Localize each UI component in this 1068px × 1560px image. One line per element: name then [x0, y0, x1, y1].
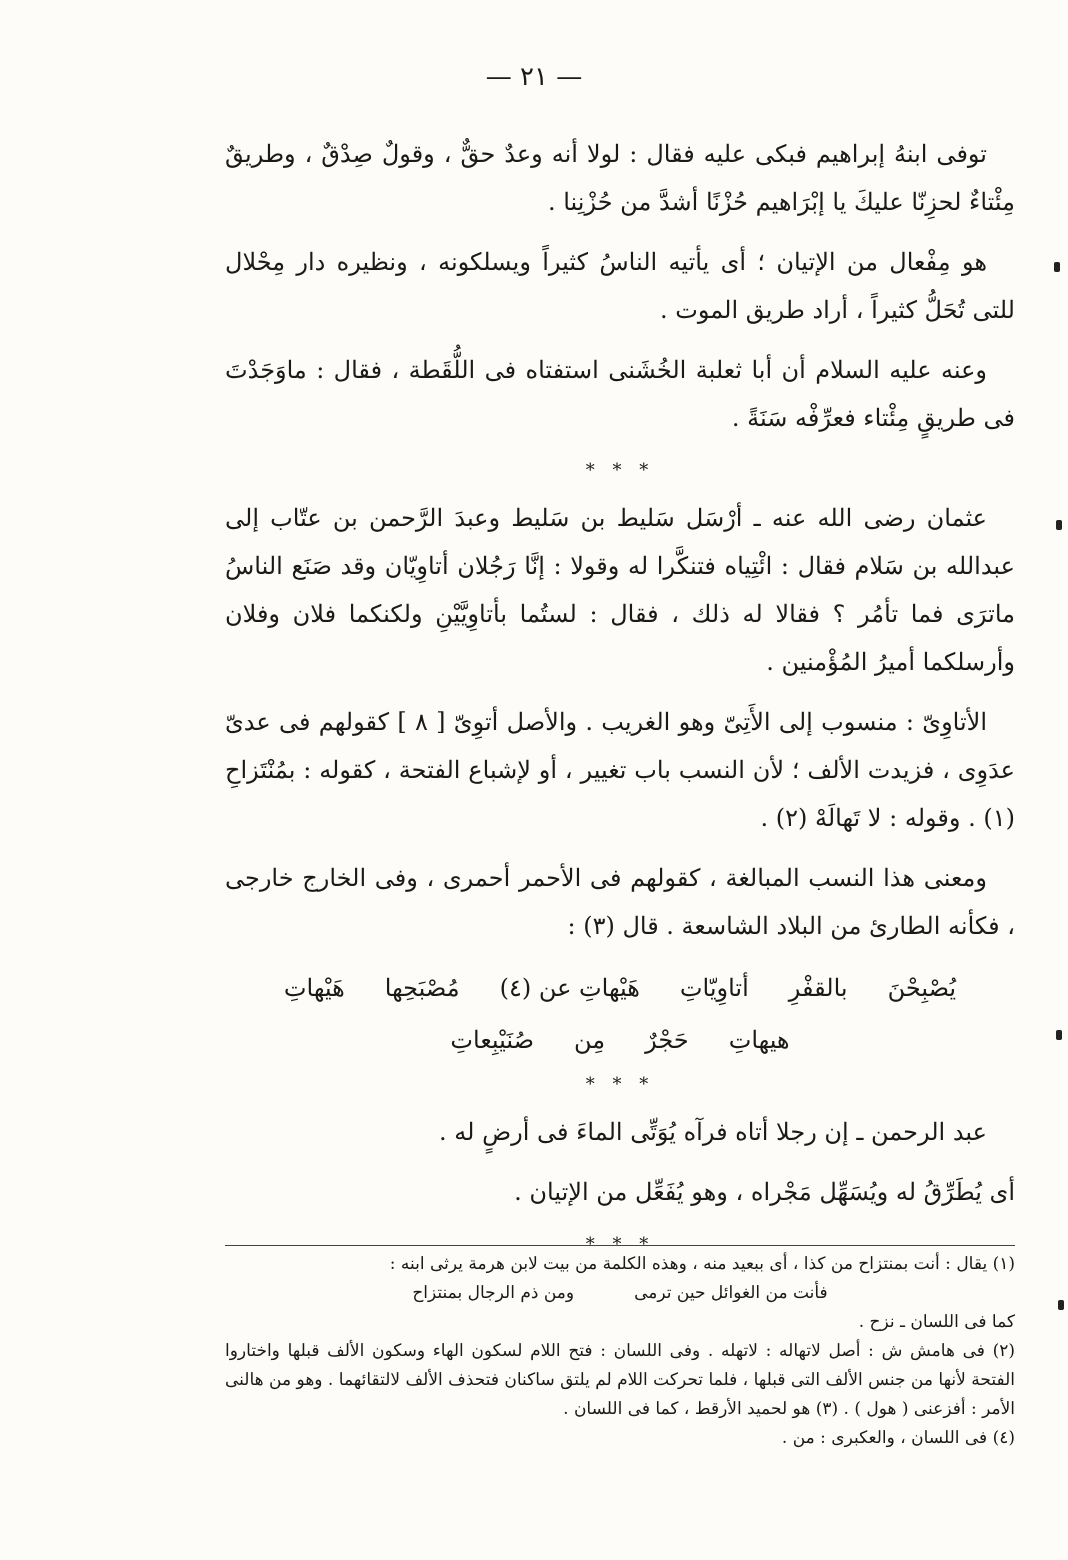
footnote-verse-half: فأنت من الغوائل حين ترمى [634, 1283, 828, 1303]
paragraph-8: أى يُطَرِّقُ له ويُسَهِّل مَجْراه ، وهو يُفَعِّل من الإتيان . [514, 1178, 1015, 1206]
footnote-4: (٤) فى اللسان ، والعكبرى : من . [781, 1428, 1015, 1448]
paragraph-4: عثمان رضى الله عنه ـ أرْسَل سَليط بن سَليط وعبدَ الرَّحمن بن عتّاب إلى عبدالله بن سَلام فقال : ائْتِياه فتنكَّرا له وقولا : إنَّا رَجُلان أتاوِيّان وقد صَنَع الناسُ ماترَى فما تأمُر ؟ فقالا له ذلك ، فقال : لستُما بأتاوِيَّيْنِ ولكنكما فلان وفلان وأرسلكما أميرُ المُؤْمنين . [225, 504, 1015, 676]
verse-word: هَيْهاتِ عن (٤) [499, 974, 640, 1002]
margin-mark [1056, 520, 1062, 530]
margin-mark [1058, 1300, 1064, 1310]
verse-line-1 [225, 962, 1015, 1014]
footnotes [225, 1250, 1015, 1453]
section-separator: * * * [585, 460, 655, 481]
main-text [225, 130, 1015, 1268]
footnote-1: (١) يقال : أنت بمنتزاح من كذا ، أى ببعيد منه ، وهذه الكلمة من بيت لابن هرمة يرثى ابنه : [389, 1254, 1015, 1274]
section-separator: * * * [585, 1074, 655, 1095]
verse-line-2 [225, 1014, 1015, 1066]
paragraph-6: ومعنى هذا النسب المبالغة ، كقولهم فى الأحمر أحمرى ، وفى الخارج خارجى ، فكأنه الطارئ من البلاد الشاسعة . قال (٣) : [225, 864, 1015, 940]
verse-word: بالقفْرِ [788, 974, 848, 1002]
verse-word: حَجْرٌ [645, 1026, 689, 1054]
paragraph-5: الأتاوِىّ : منسوب إلى الأَتِىّ وهو الغريب . والأصل أتوِىّ [ ٨ ] كقولهم فى عدىّ عدَوِى ، فزيدت الألف ؛ لأن النسب باب تغيير ، أو لإشباع الفتحة ، كقوله : بمُنْتَزاحِ (١) . وقوله : لا تَهالَهْ (٢) . [225, 708, 1015, 832]
paragraph-2: هو مِفْعال من الإتيان ؛ أى يأتيه الناسُ كثيراً ويسلكونه ، ونظيره دار مِحْلال للتى تُحَلُّ كثيراً ، أراد طريق الموت . [225, 248, 1015, 324]
verse-word: يُصْبِحْنَ [887, 974, 957, 1002]
section-separator: * * * [585, 1234, 655, 1255]
footnote-verse [225, 1279, 1015, 1308]
paragraph-1: توفى ابنهُ إبراهيم فبكى عليه فقال : لولا أنه وعدٌ حقٌّ ، وقولٌ صِدْقٌ ، وطريقٌ مِئْتاءٌ لحزِنّا عليكَ يا إبْرَاهيم حُزْنًا أشدَّ من حُزْنِنا . [225, 140, 1015, 216]
footnote-divider [225, 1245, 1015, 1246]
verse-word: مِن [574, 1026, 606, 1054]
paragraph-3: وعنه عليه السلام أن أبا ثعلبة الخُشَنى استفتاه فى اللُّقَطة ، فقال : ماوَجَدْتَ فى طريقٍ مِئْتاء فعرِّفْه سَنَةً . [225, 356, 1015, 432]
page-number: — ٢١ — [485, 62, 583, 92]
verse-word: هَيْهاتِ [283, 974, 345, 1002]
verse-word: مُصْبَحِها [384, 974, 460, 1002]
footnote-1-source: كما فى اللسان ـ نزح . [858, 1312, 1015, 1332]
verse-word: صُنَيْبِعاتِ [450, 1026, 535, 1054]
footnote-verse-half: ومن ذم الرجال بمنتزاح [412, 1283, 575, 1303]
footnote-2: (٢) فى هامش ش : أصل لاتهاله : لاتهله . وفى اللسان : فتح اللام لسكون الهاء وسكون الألف قبلها واختاروا الفتحة لأنها من جنس الألف التى قبلها ، فلما تحركت اللام لم يلتق ساكنان فتحذف الألف لالتقائهما . وهو من هالنى الأمر : أفزعنى ( هول ) . (٣) هو لحميد الأرقط ، كما فى اللسان . [225, 1341, 1015, 1419]
verse-word: أتاوِيّاتِ [679, 974, 749, 1002]
verse-word: هيهاتِ [728, 1026, 790, 1054]
poem-verse [225, 962, 1015, 1066]
paragraph-7: عبد الرحمن ـ إن رجلا أتاه فرآه يُوَتِّى الماءَ فى أرضٍ له . [439, 1118, 987, 1146]
margin-mark [1056, 1030, 1062, 1040]
margin-mark [1054, 262, 1060, 272]
